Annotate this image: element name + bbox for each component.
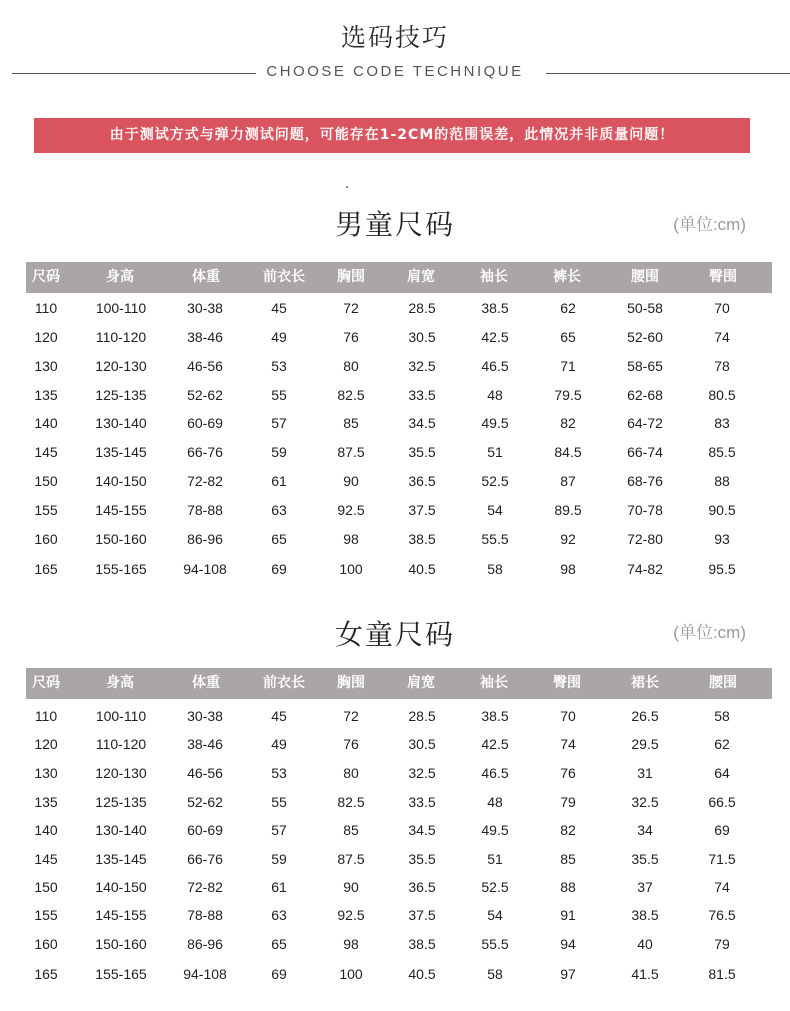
boys-table-cell: 72 [343,300,359,316]
girls-table-cell: 72 [343,708,359,724]
boys-table-cell: 94-108 [183,561,227,577]
girls-table-cell: 42.5 [481,736,509,752]
girls-table-cell: 81.5 [708,966,736,982]
girls-table-cell: 58 [714,708,730,724]
boys-column-header: 臀围 [709,269,737,285]
boys-table-cell: 82 [560,415,576,431]
girls-table-cell: 55 [271,794,287,810]
subtitle-divider-left [12,73,256,74]
girls-table-cell: 79 [714,936,730,952]
boys-table-cell: 85.5 [708,444,736,460]
girls-table-cell: 40 [637,936,653,952]
boys-column-header: 体重 [192,269,220,285]
girls-table-cell: 37 [637,879,653,895]
girls-table-header [26,668,772,699]
girls-table-cell: 155-165 [95,966,147,982]
girls-unit-label: (单位:cm) [673,623,746,642]
boys-table-cell: 140 [34,415,58,431]
boys-table-cell: 98 [343,531,359,547]
girls-table-cell: 98 [343,936,359,952]
boys-column-header: 前衣长 [263,269,305,285]
girls-table-cell: 41.5 [631,966,659,982]
girls-table-cell: 130 [34,765,58,781]
boys-table-cell: 78-88 [187,502,223,518]
boys-table-cell: 135-145 [95,444,147,460]
boys-table-cell: 87 [560,473,576,489]
boys-table-cell: 54 [487,502,503,518]
girls-table-cell: 120 [34,736,58,752]
girls-table-cell: 35.5 [631,851,659,867]
girls-table-cell: 31 [637,765,653,781]
girls-table-cell: 52.5 [481,879,509,895]
boys-table-header [26,262,772,293]
girls-table-cell: 69 [271,966,287,982]
boys-table-cell: 100-110 [95,300,147,316]
girls-table-cell: 51 [487,851,503,867]
girls-table-cell: 54 [487,907,503,923]
boys-table-cell: 125-135 [95,387,147,403]
boys-table-cell: 50-58 [627,300,663,316]
girls-table-cell: 87.5 [337,851,365,867]
girls-column-header: 腰围 [709,675,737,691]
boys-table-cell: 57 [271,415,287,431]
girls-table-cell: 66.5 [708,794,736,810]
boys-table-cell: 63 [271,502,287,518]
boys-table-cell: 74-82 [627,561,663,577]
girls-table-cell: 71.5 [708,851,736,867]
boys-table-cell: 48 [487,387,503,403]
boys-table-cell: 49.5 [481,415,509,431]
girls-column-header: 胸围 [337,675,365,691]
girls-table-cell: 145 [34,851,58,867]
boys-table-cell: 150-160 [95,531,147,547]
girls-table-cell: 135 [34,794,58,810]
boys-table-cell: 79.5 [554,387,582,403]
girls-table-cell: 74 [714,879,730,895]
girls-table-cell: 37.5 [408,907,436,923]
boys-column-header: 胸围 [337,269,365,285]
girls-table-cell: 65 [271,936,287,952]
girls-table-cell: 49.5 [481,822,509,838]
boys-table-cell: 90 [343,473,359,489]
boys-table-cell: 71 [560,358,576,374]
boys-table-cell: 55.5 [481,531,509,547]
girls-table-cell: 140-150 [95,879,147,895]
girls-table-cell: 94 [560,936,576,952]
boys-table-cell: 64-72 [627,415,663,431]
girls-table-cell: 72-82 [187,879,223,895]
boys-table-cell: 53 [271,358,287,374]
girls-column-header: 袖长 [480,675,508,691]
girls-table-cell: 80 [343,765,359,781]
boys-table-cell: 110-120 [95,329,147,345]
girls-table-cell: 58 [487,966,503,982]
subtitle-divider-right [546,73,790,74]
boys-table-cell: 82.5 [337,387,365,403]
girls-table-cell: 34.5 [408,822,436,838]
boys-table-cell: 160 [34,531,58,547]
girls-column-header: 前衣长 [263,675,305,691]
boys-table-cell: 89.5 [554,502,582,518]
boys-table-cell: 65 [271,531,287,547]
girls-table-cell: 135-145 [95,851,147,867]
boys-column-header: 尺码 [32,269,60,285]
girls-column-header: 裙长 [631,675,659,691]
girls-table-cell: 120-130 [95,765,147,781]
boys-table-cell: 78 [714,358,730,374]
girls-table-cell: 55.5 [481,936,509,952]
girls-table-cell: 91 [560,907,576,923]
decorative-dot [346,186,348,188]
boys-table-cell: 33.5 [408,387,436,403]
girls-table-cell: 69 [714,822,730,838]
boys-table-cell: 145-155 [95,502,147,518]
boys-table-cell: 80 [343,358,359,374]
girls-table-cell: 46.5 [481,765,509,781]
girls-table-cell: 160 [34,936,58,952]
boys-column-header: 裤长 [553,269,581,285]
girls-table-cell: 94-108 [183,966,227,982]
girls-table-cell: 86-96 [187,936,223,952]
girls-table-cell: 82 [560,822,576,838]
girls-table-cell: 62 [714,736,730,752]
girls-table-cell: 49 [271,736,287,752]
boys-table-cell: 55 [271,387,287,403]
boys-table-cell: 150 [34,473,58,489]
girls-column-header: 身高 [106,675,134,691]
boys-table-cell: 92 [560,531,576,547]
boys-table-cell: 93 [714,531,730,547]
boys-table-cell: 110 [34,300,58,316]
girls-table-cell: 76 [560,765,576,781]
boys-table-cell: 80.5 [708,387,736,403]
boys-table-cell: 52-60 [627,329,663,345]
boys-table-cell: 83 [714,415,730,431]
boys-table-cell: 58-65 [627,358,663,374]
girls-table-cell: 26.5 [631,708,659,724]
boys-table-cell: 36.5 [408,473,436,489]
boys-table-cell: 35.5 [408,444,436,460]
girls-table-cell: 85 [343,822,359,838]
girls-table-cell: 38.5 [481,708,509,724]
girls-table-cell: 79 [560,794,576,810]
boys-table-cell: 37.5 [408,502,436,518]
boys-table-cell: 30-38 [187,300,223,316]
girls-table-cell: 57 [271,822,287,838]
girls-table-cell: 30-38 [187,708,223,724]
page-subtitle: CHOOSE CODE TECHNIQUE [266,63,524,80]
boys-table-cell: 62-68 [627,387,663,403]
boys-table-cell: 72-82 [187,473,223,489]
boys-table-cell: 76 [343,329,359,345]
boys-table-cell: 135 [34,387,58,403]
boys-unit-label: (单位:cm) [673,215,746,234]
girls-table-cell: 76.5 [708,907,736,923]
boys-table-cell: 46-56 [187,358,223,374]
girls-table-cell: 38.5 [408,936,436,952]
girls-table-cell: 46-56 [187,765,223,781]
boys-table-cell: 86-96 [187,531,223,547]
girls-table-cell: 38-46 [187,736,223,752]
girls-table-cell: 150-160 [95,936,147,952]
girls-table-cell: 35.5 [408,851,436,867]
boys-table-cell: 120 [34,329,58,345]
girls-table-cell: 78-88 [187,907,223,923]
girls-table-cell: 165 [34,966,58,982]
boys-table-cell: 46.5 [481,358,509,374]
girls-table-cell: 140 [34,822,58,838]
girls-table-cell: 74 [560,736,576,752]
girls-table-cell: 110-120 [95,736,147,752]
boys-table-cell: 30.5 [408,329,436,345]
boys-table-cell: 130-140 [95,415,147,431]
girls-table-cell: 53 [271,765,287,781]
boys-table-cell: 38.5 [481,300,509,316]
page-title: 选码技巧 [340,23,449,52]
boys-table-cell: 61 [271,473,287,489]
girls-table-cell: 85 [560,851,576,867]
girls-table-cell: 92.5 [337,907,365,923]
boys-section-title: 男童尺码 [334,208,455,241]
boys-column-header: 肩宽 [407,269,435,285]
boys-table-cell: 98 [560,561,576,577]
girls-table-cell: 60-69 [187,822,223,838]
girls-table-cell: 64 [714,765,730,781]
girls-table-cell: 88 [560,879,576,895]
girls-table-cell: 97 [560,966,576,982]
girls-table-cell: 100 [339,966,363,982]
girls-table-cell: 45 [271,708,287,724]
boys-table-cell: 59 [271,444,287,460]
boys-table-cell: 85 [343,415,359,431]
boys-table-cell: 51 [487,444,503,460]
girls-table-cell: 38.5 [631,907,659,923]
boys-table-cell: 72-80 [627,531,663,547]
boys-table-cell: 69 [271,561,287,577]
boys-table-cell: 40.5 [408,561,436,577]
boys-table-cell: 58 [487,561,503,577]
boys-table-cell: 34.5 [408,415,436,431]
boys-table-cell: 84.5 [554,444,582,460]
girls-table-cell: 32.5 [408,765,436,781]
girls-table-cell: 30.5 [408,736,436,752]
boys-table-cell: 68-76 [627,473,663,489]
boys-table-cell: 60-69 [187,415,223,431]
boys-table-cell: 120-130 [95,358,147,374]
boys-table-cell: 95.5 [708,561,736,577]
girls-table-cell: 100-110 [95,708,147,724]
girls-column-header: 体重 [192,675,220,691]
boys-table-cell: 42.5 [481,329,509,345]
girls-table-cell: 130-140 [95,822,147,838]
girls-section-title: 女童尺码 [334,618,455,651]
girls-table-cell: 70 [560,708,576,724]
boys-table-cell: 38-46 [187,329,223,345]
boys-table-cell: 52.5 [481,473,509,489]
girls-table-cell: 34 [637,822,653,838]
girls-table-cell: 155 [34,907,58,923]
boys-column-header: 袖长 [480,269,508,285]
boys-table-cell: 70 [714,300,730,316]
boys-table-cell: 100 [339,561,363,577]
girls-column-header: 肩宽 [407,675,435,691]
boys-table-cell: 45 [271,300,287,316]
boys-table-cell: 74 [714,329,730,345]
girls-table-cell: 90 [343,879,359,895]
girls-table-cell: 28.5 [408,708,436,724]
boys-table-cell: 70-78 [627,502,663,518]
girls-table-cell: 32.5 [631,794,659,810]
boys-table-cell: 90.5 [708,502,736,518]
girls-table-cell: 48 [487,794,503,810]
boys-table-cell: 87.5 [337,444,365,460]
girls-table-cell: 29.5 [631,736,659,752]
boys-table-cell: 66-76 [187,444,223,460]
boys-table-cell: 52-62 [187,387,223,403]
girls-table-cell: 110 [34,708,58,724]
girls-table-cell: 150 [34,879,58,895]
boys-table-cell: 49 [271,329,287,345]
boys-table-cell: 140-150 [95,473,147,489]
boys-table-cell: 28.5 [408,300,436,316]
girls-column-header: 臀围 [553,675,581,691]
girls-table-cell: 36.5 [408,879,436,895]
girls-table-cell: 59 [271,851,287,867]
boys-table-cell: 165 [34,561,58,577]
girls-table-cell: 61 [271,879,287,895]
boys-table-cell: 62 [560,300,576,316]
boys-column-header: 身高 [106,269,134,285]
boys-table-cell: 155-165 [95,561,147,577]
girls-table-cell: 145-155 [95,907,147,923]
girls-table-cell: 66-76 [187,851,223,867]
boys-table-cell: 155 [34,502,58,518]
boys-table-cell: 92.5 [337,502,365,518]
boys-table-cell: 32.5 [408,358,436,374]
notice-banner: 由于测试方式与弹力测试问题，可能存在1-2CM的范围误差，此情况并非质量问题！ [34,118,750,153]
girls-table-cell: 63 [271,907,287,923]
girls-column-header: 尺码 [32,675,60,691]
boys-table-cell: 88 [714,473,730,489]
boys-table-cell: 38.5 [408,531,436,547]
girls-table-cell: 40.5 [408,966,436,982]
boys-table-cell: 66-74 [627,444,663,460]
boys-table-cell: 65 [560,329,576,345]
boys-table-cell: 130 [34,358,58,374]
girls-table-cell: 125-135 [95,794,147,810]
girls-table-cell: 52-62 [187,794,223,810]
girls-table-cell: 76 [343,736,359,752]
boys-column-header: 腰围 [631,269,659,285]
girls-table-cell: 33.5 [408,794,436,810]
boys-table-cell: 145 [34,444,58,460]
girls-table-cell: 82.5 [337,794,365,810]
